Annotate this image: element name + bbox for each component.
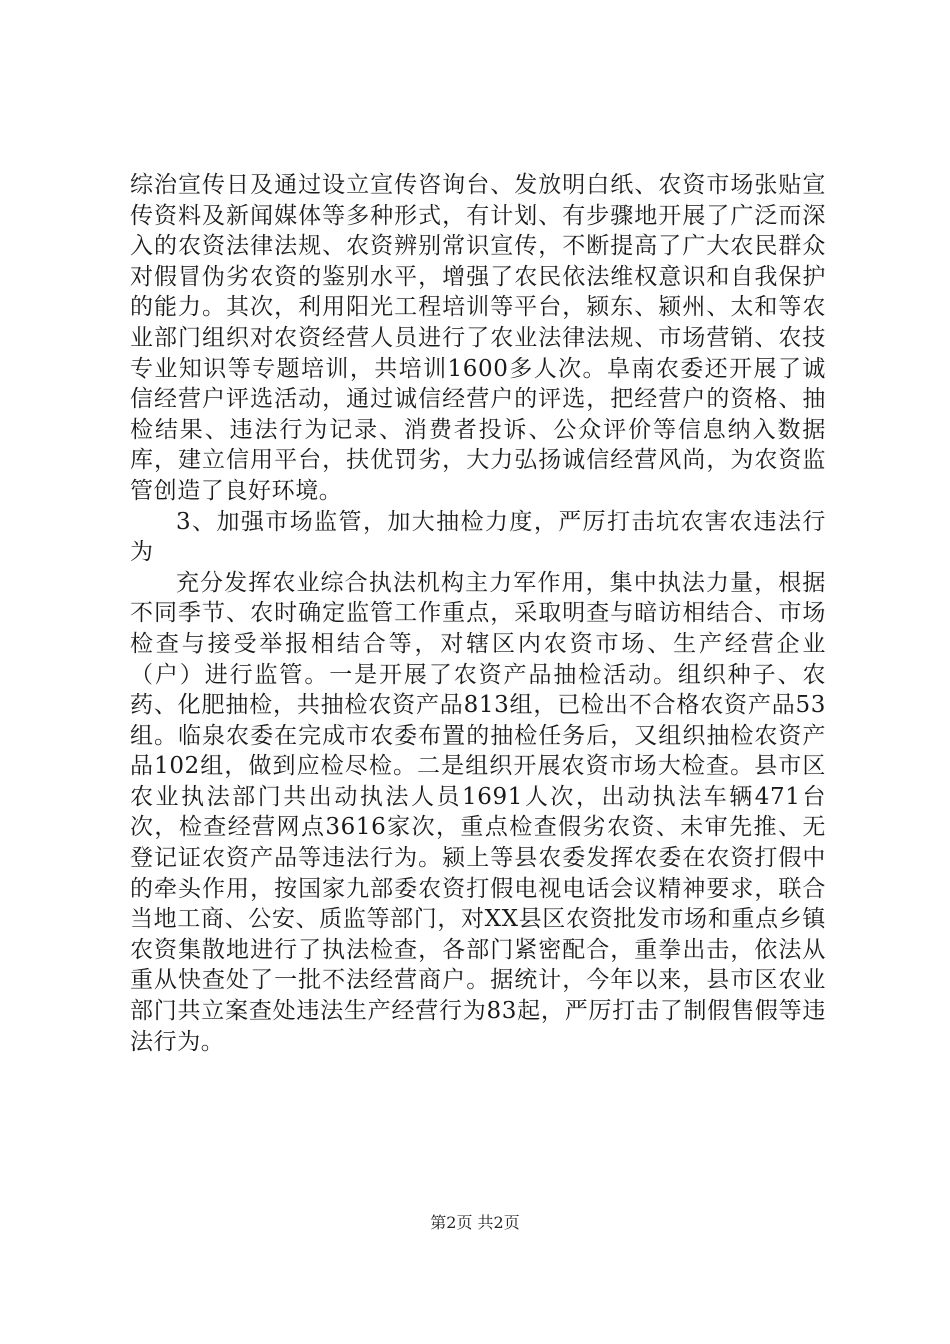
section-heading-3: 3、加强市场监管，加大抽检力度，严厉打击坑农害农违法行为 (130, 508, 826, 566)
page-footer: 第2页 共2页 (430, 1213, 520, 1232)
paragraph-market-supervision: 充分发挥农业综合执法机构主力军作用，集中执法力量，根据不同季节、农时确定监管工作重点，采取明查与暗访相结合、市场检查与接受举报相结合等，对辖区内农资市场、生产经营企业（户）进行监管。一是开展了农资产品抽检活动。组织种子、农药、化肥抽检，共抽检农资产品813组，已检出不合格农资产品53组。临泉农委在完成市农委布置的抽检任务后，又组织抽检农资产品102组，做到应检尽检。二是组织开展农资市场大检查。县市区农业执法部门共出动执法人员1691人次，出动执法车辆471台次，检查经营网点3616家次，重点检查假劣农资、未审先推、无登记证农资产品等违法行为。颍上等县农委发挥农委在农资打假中的牵头作用，按国家九部委农资打假电视电话会议精神要求，联合当地工商、公安、质监等部门，对XX县区农资批发市场和重点乡镇农资集散地进行了执法检查，各部门紧密配合，重拳出击，依法从重从快查处了一批不法经营商户。据统计，今年以来，县市区农业部门共立案查处违法生产经营行为83起，严厉打击了制假售假等违法行为。 (130, 569, 826, 1055)
document-body (130, 170, 826, 1057)
paragraph-continued: 综治宣传日及通过设立宣传咨询台、发放明白纸、农资市场张贴宣传资料及新闻媒体等多种形式，有计划、有步骤地开展了广泛而深入的农资法律法规、农资辨别常识宣传，不断提高了广大农民群众对假冒伪劣农资的鉴别水平，增强了农民依法维权意识和自我保护的能力。其次，利用阳光工程培训等平台，颍东、颍州、太和等农业部门组织对农资经营人员进行了农业法律法规、市场营销、农技专业知识等专题培训，共培训1600多人次。阜南农委还开展了诚信经营户评选活动，通过诚信经营户的评选，把经营户的资格、抽检结果、违法行为记录、消费者投诉、公众评价等信息纳入数据库，建立信用平台，扶优罚劣，大力弘扬诚信经营风尚，为农资监管创造了良好环境。 (130, 172, 826, 504)
